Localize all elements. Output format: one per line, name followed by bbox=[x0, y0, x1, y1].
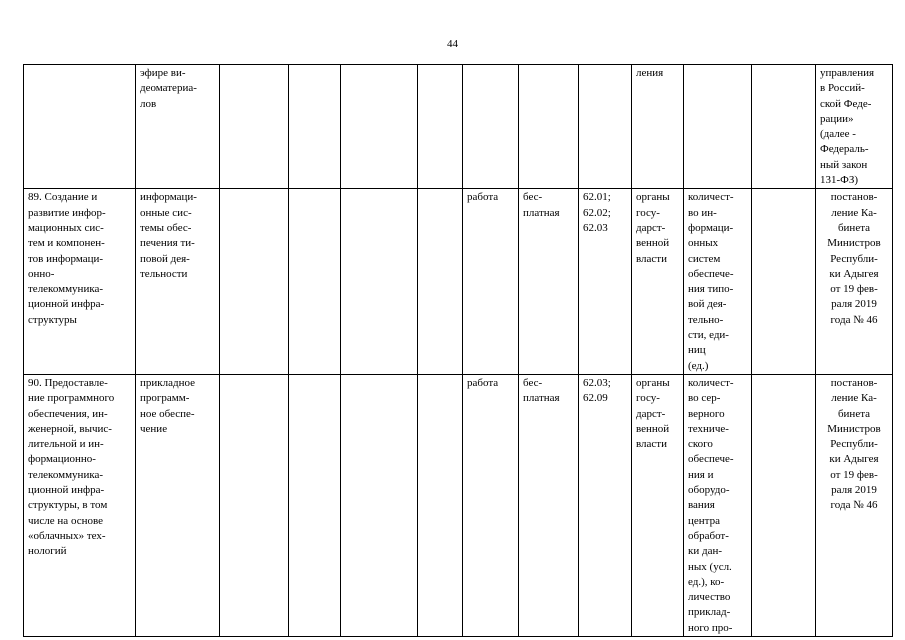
cell-service-name bbox=[24, 65, 136, 189]
cell-empty bbox=[752, 189, 816, 375]
cell-okved-codes: 62.01; 62.02; 62.03 bbox=[579, 189, 632, 375]
page-number: 44 bbox=[447, 38, 458, 50]
cell-volume-indicator: количест- во ин- формаци- онных систем обеспече- ния типо- вой дея- тельно- сти, еди- ниц (ед.) bbox=[684, 189, 752, 375]
cell-legal-basis: постанов- ление Ка- бинета Министров Республи- ки Адыгея от 19 фев- раля 2019 года № 46 bbox=[816, 374, 893, 636]
cell-service-name: 89. Создание и развитие инфор- мационных сис- тем и компонен- тов информаци- онно- телекоммуника- ционной инфра- структуры bbox=[24, 189, 136, 375]
cell-consumers: ления bbox=[632, 65, 684, 189]
cell-okved-codes: 62.03; 62.09 bbox=[579, 374, 632, 636]
services-table bbox=[23, 64, 893, 637]
cell-empty bbox=[341, 189, 418, 375]
cell-empty bbox=[341, 65, 418, 189]
cell-empty bbox=[752, 65, 816, 189]
cell-legal-basis: постанов- ление Ка- бинета Министров Республи- ки Адыгея от 19 фев- раля 2019 года № 46 bbox=[816, 189, 893, 375]
cell-payment: бес- платная bbox=[519, 374, 579, 636]
cell-type: работа bbox=[463, 374, 519, 636]
cell-empty bbox=[289, 189, 341, 375]
cell-consumers: органы госу- дарст- венной власти bbox=[632, 189, 684, 375]
cell-empty bbox=[752, 374, 816, 636]
cell-empty bbox=[418, 65, 463, 189]
cell-legal-basis: управления в Россий- ской Феде- рации» (далее - Федераль- ный закон 131-ФЗ) bbox=[816, 65, 893, 189]
table-row bbox=[24, 374, 893, 636]
cell-empty bbox=[220, 189, 289, 375]
cell-empty bbox=[289, 374, 341, 636]
cell-empty bbox=[418, 374, 463, 636]
cell-okved-codes bbox=[579, 65, 632, 189]
cell-content: информаци- онные сис- темы обес- печения ти- повой дея- тельности bbox=[136, 189, 220, 375]
cell-payment: бес- платная bbox=[519, 189, 579, 375]
cell-type bbox=[463, 65, 519, 189]
cell-type: работа bbox=[463, 189, 519, 375]
table-row bbox=[24, 65, 893, 189]
cell-empty bbox=[418, 189, 463, 375]
cell-payment bbox=[519, 65, 579, 189]
cell-empty bbox=[341, 374, 418, 636]
cell-service-name: 90. Предоставле- ние программного обеспечения, ин- женерной, вычис- лительной и ин- формационно- телекоммуника- ционной инфра- структуры, в том числе на основе «облачных» тех- нологий bbox=[24, 374, 136, 636]
cell-empty bbox=[220, 65, 289, 189]
cell-consumers: органы госу- дарст- венной власти bbox=[632, 374, 684, 636]
cell-content: эфире ви- деоматериа- лов bbox=[136, 65, 220, 189]
table-row bbox=[24, 189, 893, 375]
cell-volume-indicator: количест- во сер- верного техниче- ского обеспече- ния и оборудо- вания центра обработ- ки дан- ных (усл. ед.), ко- личество приклад- ного про- bbox=[684, 374, 752, 636]
cell-volume-indicator bbox=[684, 65, 752, 189]
cell-empty bbox=[220, 374, 289, 636]
cell-content: прикладное программ- ное обеспе- чение bbox=[136, 374, 220, 636]
cell-empty bbox=[289, 65, 341, 189]
